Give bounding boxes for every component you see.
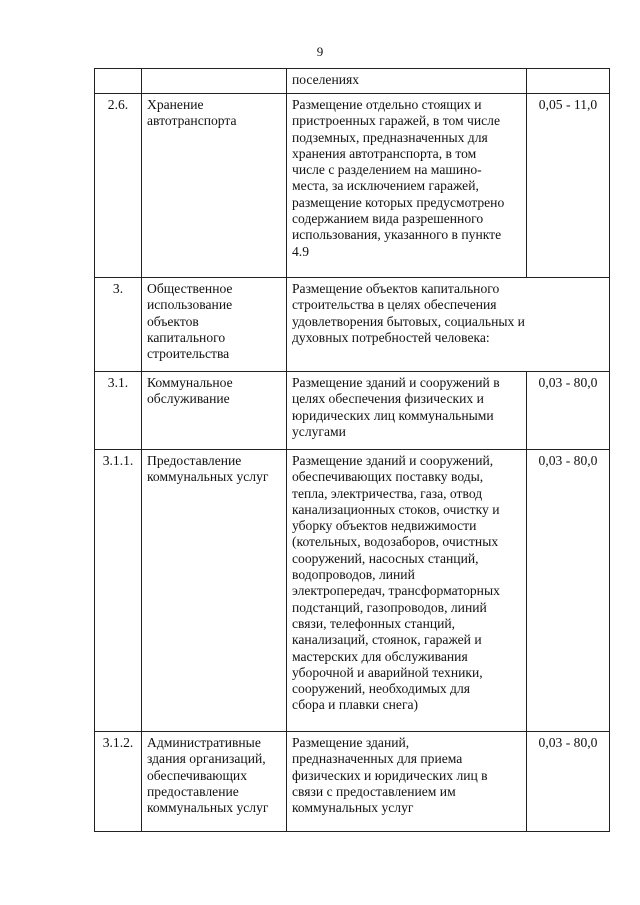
row-description: Размещение зданий и сооружений в целях обеспечения физических и юридических лиц коммунальными услугами: [287, 372, 527, 450]
row-code: 2.6.: [95, 94, 142, 278]
page-number: 9: [316, 44, 324, 59]
row-description: Размещение зданий и сооружений, обеспечивающих поставку воды, тепла, электричества, газа, отвод канализационных стоков, очистку и уборку объектов недвижимости (котельных, водозаборов, очистных сооружений, насосных станций, водопроводов, линий электропередач, трансформаторных подстанций, газопроводов, линий связи, телефонных станций, канализаций, стоянок, гаражей и мастерских для обслуживания уборочной и аварийной техники, сооружений, необходимых для сбора и плавки снега): [287, 450, 527, 732]
row-description: Размещение отдельно стоящих и пристроенных гаражей, в том числе подземных, предназначенных для хранения автотранспорта, в том числе с разделением на машино- места, за исключением гаражей, размещение которых предусмотрено содержанием вида разрешенного использования, указанного в пункте 4.9: [287, 94, 527, 278]
row-description: Размещение объектов капитального строительства в целях обеспечения удовлетворения бытовых, социальных и духовных потребностей человека:: [287, 278, 610, 372]
table-row: [95, 372, 610, 450]
land-use-table: [94, 68, 610, 832]
row-name: Общественное использование объектов капитального строительства: [142, 278, 287, 372]
row-description: поселениях: [287, 69, 527, 94]
table-row: [95, 278, 610, 372]
row-name: [142, 69, 287, 94]
row-name: Административные здания организаций, обеспечивающих предоставление коммунальных услуг: [142, 732, 287, 832]
row-name: Коммунальное обслуживание: [142, 372, 287, 450]
row-code: 3.1.2.: [95, 732, 142, 832]
row-code: 3.1.: [95, 372, 142, 450]
row-range: 0,05 - 11,0: [527, 94, 610, 278]
row-code: 3.: [95, 278, 142, 372]
row-range: 0,03 - 80,0: [527, 732, 610, 832]
table-row: [95, 94, 610, 278]
row-range: 0,03 - 80,0: [527, 450, 610, 732]
row-code: [95, 69, 142, 94]
row-code: 3.1.1.: [95, 450, 142, 732]
row-name: Хранение автотранспорта: [142, 94, 287, 278]
row-range: 0,03 - 80,0: [527, 372, 610, 450]
table-row: [95, 732, 610, 832]
table-row: [95, 69, 610, 94]
row-name: Предоставление коммунальных услуг: [142, 450, 287, 732]
row-description: Размещение зданий, предназначенных для приема физических и юридических лиц в связи с предоставлением им коммунальных услуг: [287, 732, 527, 832]
row-range: [527, 69, 610, 94]
table-row: [95, 450, 610, 732]
